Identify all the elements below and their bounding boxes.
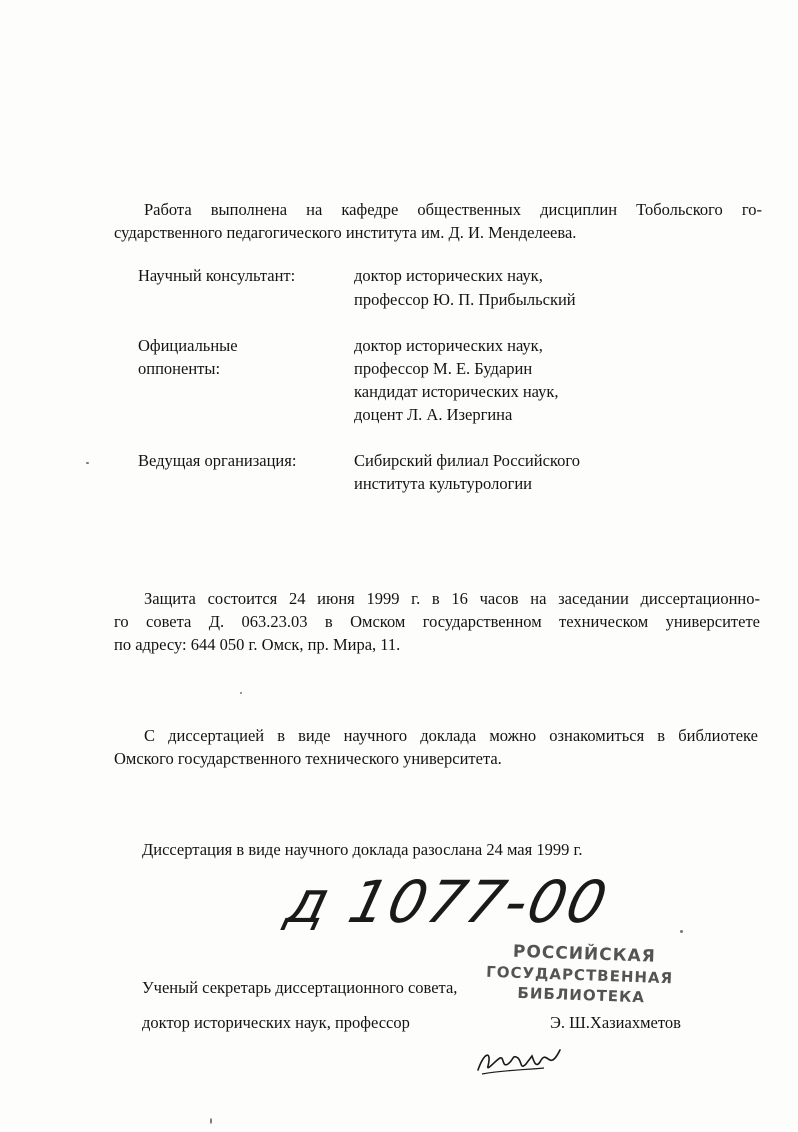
consultant-value-line-2: профессор Ю. П. Прибыльский (354, 290, 576, 309)
opponents-value-line-4: доцент Л. А. Изергина (354, 405, 513, 424)
opponents-value-line-3: кандидат исторических наук, (354, 382, 559, 401)
defense-line-2: го совета Д. 063.23.03 в Омском государственном техническом университете (114, 612, 760, 631)
stamp-line-2: ГОСУДАРСТВЕННАЯ (485, 962, 674, 988)
library-stamp (477, 941, 679, 1018)
scan-speck (86, 462, 89, 464)
handwritten-registration-number: д 1077-00 (279, 868, 616, 936)
stamp-line-3: БИБЛИОТЕКА (517, 983, 646, 1007)
leading-org-value-line-2: института культурологии (354, 474, 533, 493)
mailed-date-text: Диссертация в виде научного доклада разослана 24 мая 1999 г. (142, 840, 583, 859)
consultant-label: Научный консультант: (138, 266, 296, 285)
scan-speck (210, 1118, 212, 1124)
signature-scribble (474, 1040, 564, 1076)
leading-org-value-line-1: Сибирский филиал Российского (354, 451, 580, 470)
library-line-1: С диссертацией в виде научного доклада можно ознакомиться в библиотеке (144, 726, 758, 745)
secretary-name: Э. Ш.Хазиахметов (550, 1013, 681, 1032)
defense-paragraph (114, 587, 760, 656)
scan-speck (680, 930, 683, 933)
consultant-value-line-1: доктор исторических наук, (354, 266, 543, 285)
intro-line-1: Работа выполнена на кафедре общественных дисциплин Тобольского го- (144, 200, 762, 219)
intro-paragraph (114, 198, 762, 244)
scan-speck (240, 692, 242, 694)
leading-org-label: Ведущая организация: (138, 451, 297, 470)
defense-line-3: по адресу: 644 050 г. Омск, пр. Мира, 11. (114, 635, 401, 654)
library-paragraph (114, 724, 758, 770)
opponents-label-line-1: Официальные (138, 336, 238, 355)
opponents-value-line-2: профессор М. Е. Бударин (354, 359, 533, 378)
secretary-title-line-1: Ученый секретарь диссертационного совета, (142, 978, 458, 997)
opponents-label-line-2: оппоненты: (138, 359, 221, 378)
defense-line-1: Защита состоится 24 июня 1999 г. в 16 часов на заседании диссертационно- (144, 589, 760, 608)
library-line-2: Омского государственного технического университета. (114, 749, 502, 768)
opponents-value-line-1: доктор исторических наук, (354, 336, 543, 355)
intro-line-2: сударственного педагогического института им. Д. И. Менделеева. (114, 223, 577, 242)
stamp-line-1: РОССИЙСКАЯ (512, 941, 657, 967)
secretary-title-line-2: доктор исторических наук, профессор (142, 1013, 410, 1032)
